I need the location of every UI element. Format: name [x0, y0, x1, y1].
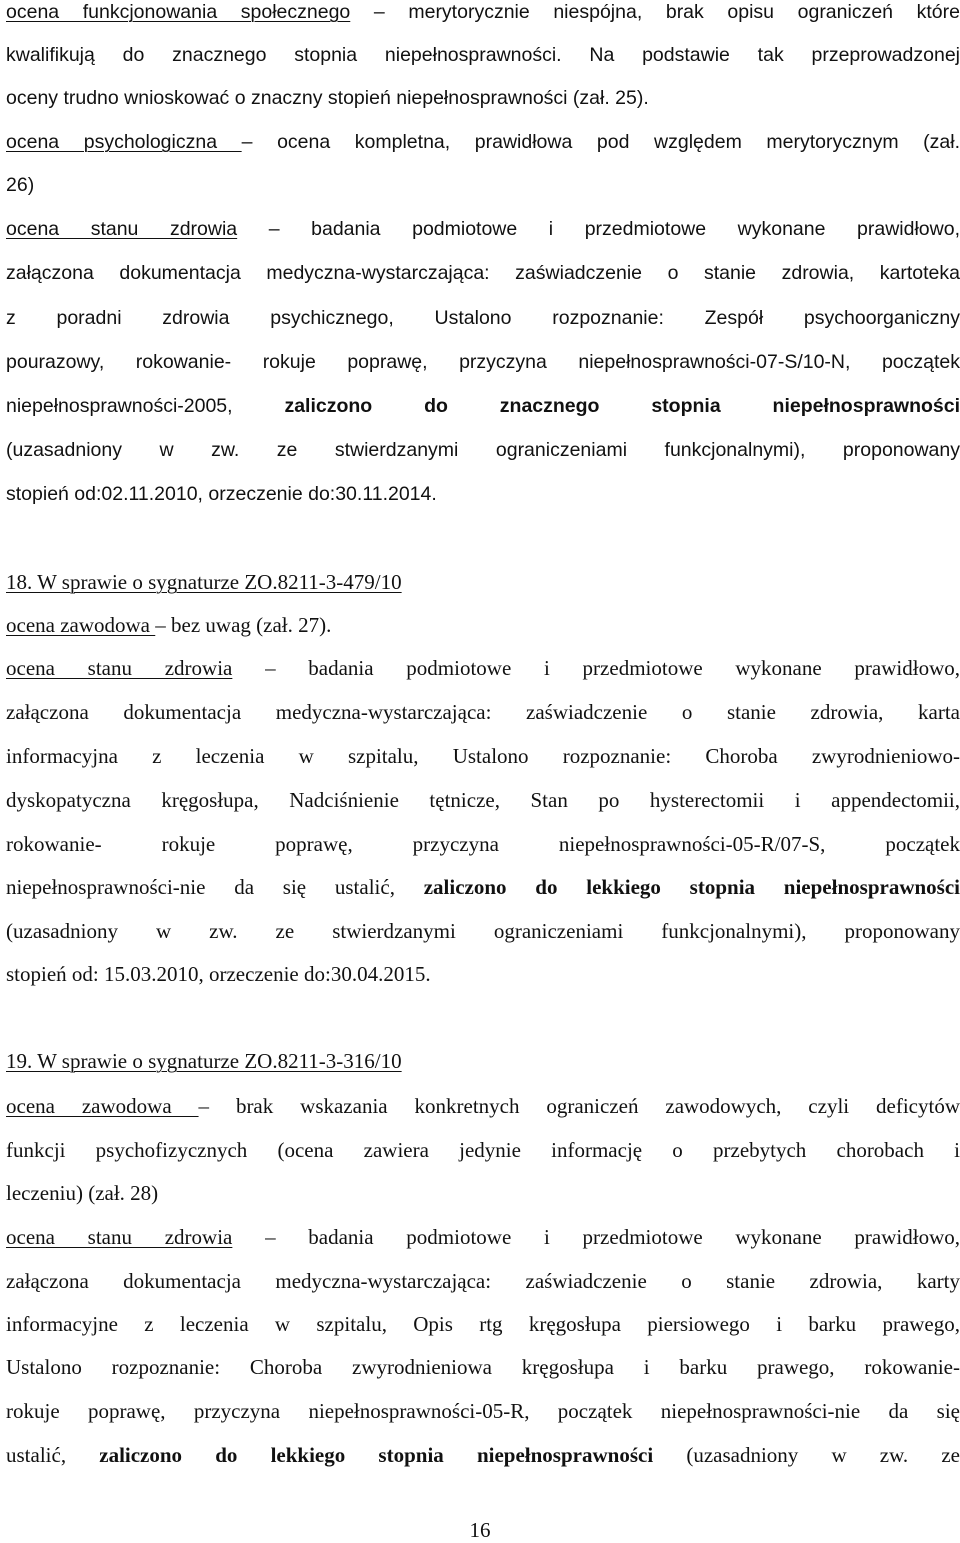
health-status-label: ocena stanu zdrowia — [6, 218, 238, 240]
paragraph-line: ocena psychologiczna – ocena kompletna, prawidłowa pod względem merytorycznym (zał. — [6, 131, 960, 153]
disability-degree-bold: zaliczono do lekkiego stopnia niepełnosprawności — [99, 1443, 654, 1467]
paragraph-line: rokuje poprawę, przyczyna niepełnosprawności-05-R, początek niepełnosprawności-nie da się — [6, 1399, 960, 1423]
paragraph-line: stopień od:02.11.2010, orzeczenie do:30.11.2014. — [6, 483, 437, 505]
paragraph-line: niepełnosprawności-nie da się ustalić, zaliczono do lekkiego stopnia niepełnosprawności — [6, 875, 960, 899]
paragraph-line: ocena stanu zdrowia – badania podmiotowe i przedmiotowe wykonane prawidłowo, — [6, 656, 960, 680]
disability-degree-bold: zaliczono do znacznego stopnia niepełnosprawności — [284, 395, 960, 417]
paragraph-line: funkcji psychofizycznych (ocena zawiera jedynie informację o przebytych chorobach i — [6, 1138, 960, 1162]
health-status-label: ocena stanu zdrowia — [6, 656, 233, 680]
paragraph-line: 26) — [6, 174, 35, 196]
paragraph-line: leczeniu) (zał. 28) — [6, 1181, 159, 1205]
paragraph-line: Ustalono rozpoznanie: Choroba zwyrodnieniowa kręgosłupa i barku prawego, rokowanie- — [6, 1355, 960, 1379]
disability-degree-bold: zaliczono do lekkiego stopnia niepełnosprawności — [423, 875, 960, 899]
paragraph-line: załączona dokumentacja medyczna-wystarczająca: zaświadczenie o stanie zdrowia, kartoteka — [6, 262, 960, 284]
paragraph-line: oceny trudno wnioskować o znaczny stopień niepełnosprawności (zał. 25). — [6, 87, 649, 109]
paragraph-line: ocena stanu zdrowia – badania podmiotowe i przedmiotowe wykonane prawidłowo, — [6, 218, 960, 240]
paragraph-line: ocena funkcjonowania społecznego – merytorycznie niespójna, brak opisu ograniczeń które — [6, 1, 960, 23]
social-functioning-label: ocena funkcjonowania społecznego — [6, 1, 351, 23]
paragraph-line: niepełnosprawności-2005, zaliczono do znacznego stopnia niepełnosprawności — [6, 395, 960, 417]
paragraph-line: ocena zawodowa – bez uwag (zał. 27). — [6, 613, 332, 637]
paragraph-line: kwalifikują do znacznego stopnia niepełnosprawności. Na podstawie tak przeprowadzonej — [6, 44, 960, 66]
paragraph-line: stopień od: 15.03.2010, orzeczenie do:30.04.2015. — [6, 962, 431, 986]
vocational-assessment-label: ocena zawodowa — [6, 613, 156, 637]
section-heading-18: 18. W sprawie o sygnaturze ZO.8211-3-479/10 — [6, 570, 402, 594]
paragraph-line: załączona dokumentacja medyczna-wystarczająca: zaświadczenie o stanie zdrowia, karty — [6, 1269, 960, 1293]
paragraph-line: informacyjna z leczenia w szpitalu, Ustalono rozpoznanie: Choroba zwyrodnieniowo- — [6, 744, 960, 768]
paragraph-line: rokowanie- rokuje poprawę, przyczyna niepełnosprawności-05-R/07-S, początek — [6, 832, 960, 856]
psychological-assessment-label: ocena psychologiczna — [6, 131, 242, 153]
paragraph-line: dyskopatyczna kręgosłupa, Nadciśnienie tętnicze, Stan po hysterectomii i appendectomii, — [6, 788, 960, 812]
paragraph-line: (uzasadniony w zw. ze stwierdzanymi ograniczeniami funkcjonalnymi), proponowany — [6, 439, 960, 461]
paragraph-line: załączona dokumentacja medyczna-wystarczająca: zaświadczenie o stanie zdrowia, karta — [6, 700, 960, 724]
paragraph-line: ocena zawodowa – brak wskazania konkretnych ograniczeń zawodowych, czyli deficytów — [6, 1094, 960, 1118]
page-number: 16 — [469, 1518, 491, 1542]
paragraph-line: ocena stanu zdrowia – badania podmiotowe i przedmiotowe wykonane prawidłowo, — [6, 1225, 960, 1249]
section-heading-19: 19. W sprawie o sygnaturze ZO.8211-3-316/10 — [6, 1049, 402, 1073]
paragraph-line: z poradni zdrowia psychicznego, Ustalono rozpoznanie: Zespół psychoorganiczny — [6, 307, 960, 329]
vocational-assessment-label: ocena zawodowa — [6, 1094, 199, 1118]
paragraph-line: (uzasadniony w zw. ze stwierdzanymi ograniczeniami funkcjonalnymi), proponowany — [6, 919, 960, 943]
paragraph-line: ustalić, zaliczono do lekkiego stopnia niepełnosprawności (uzasadniony w zw. ze — [6, 1443, 960, 1467]
paragraph-line: informacyjne z leczenia w szpitalu, Opis rtg kręgosłupa piersiowego i barku prawego, — [6, 1312, 960, 1336]
paragraph-line: pourazowy, rokowanie- rokuje poprawę, przyczyna niepełnosprawności-07-S/10-N, początek — [6, 351, 960, 373]
health-status-label: ocena stanu zdrowia — [6, 1225, 233, 1249]
